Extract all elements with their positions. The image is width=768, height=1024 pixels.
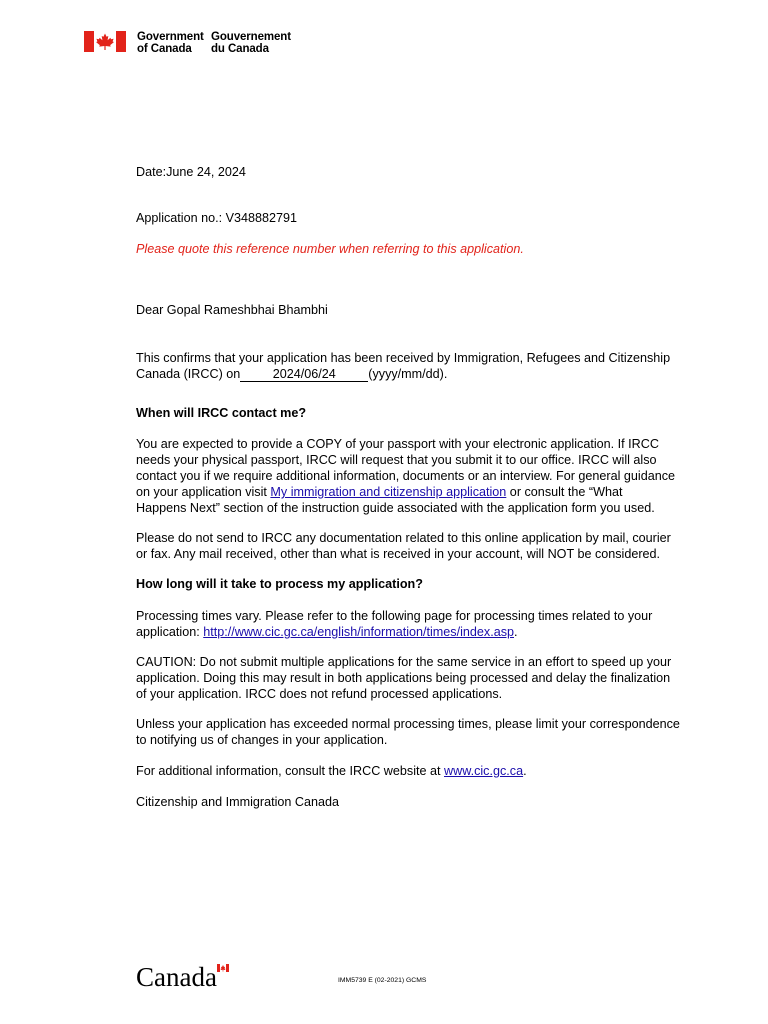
confirmation-paragraph (136, 350, 696, 382)
processing-line-2-start: application: (136, 625, 204, 639)
contact-line-1: You are expected to provide a COPY of your passport with your electronic application. If IRCC (136, 437, 659, 451)
reference-note: Please quote this reference number when referring to this application. (136, 242, 524, 256)
contact-line-4 (136, 484, 696, 500)
caution-line-3: of your application. IRCC does not refund processed applications. (136, 687, 503, 701)
contact-line-3: contact you if we require additional information, documents or an interview. For general guidance (136, 469, 676, 483)
received-date: 2024/06/24 (240, 368, 368, 382)
signature-fr-line2: du Canada (211, 43, 269, 55)
processing-line-2-end: . (514, 625, 518, 639)
section-heading-contact: When will IRCC contact me? (136, 406, 307, 420)
caution-line-1: CAUTION: Do not submit multiple applications for the same service in an effort to speed up your (136, 655, 672, 669)
wordmark-flag-icon (217, 964, 229, 972)
canada-flag-icon (84, 31, 126, 52)
contact-paragraph (136, 436, 696, 516)
confirmation-line-2-start: Canada (IRCC) on (136, 367, 241, 381)
my-application-link[interactable]: My immigration and citizenship application (270, 485, 507, 499)
form-identifier: IMM5739 E (02-2021) GCMS (338, 977, 427, 984)
signature-english (137, 31, 204, 55)
signature-french (211, 31, 291, 55)
date-format-note: (yyyy/mm/dd). (368, 367, 448, 381)
confirmation-line-2 (136, 366, 696, 382)
signature-en-line2: of Canada (137, 43, 192, 55)
caution-paragraph (136, 654, 696, 702)
letter-date: Date:June 24, 2024 (136, 165, 246, 179)
closing-line: Citizenship and Immigration Canada (136, 795, 340, 809)
documentation-paragraph (136, 530, 696, 562)
section-heading-processing: How long will it take to process my application? (136, 577, 423, 591)
canada-wordmark-text: Canada (136, 962, 217, 990)
canada-wordmark (136, 962, 232, 990)
signature-en-line1: Government (137, 31, 204, 43)
confirmation-line-1: This confirms that your application has been received by Immigration, Refugees and Citizenship (136, 351, 671, 365)
signature-fr-line1: Gouvernement (211, 31, 291, 43)
processing-line-1: Processing times vary. Please refer to the following page for processing times related to your (136, 609, 653, 623)
correspondence-line-1: Unless your application has exceeded normal processing times, please limit your correspondence (136, 717, 680, 731)
caution-line-2: application. Doing this may result in both applications being processed and delay the finalization (136, 671, 671, 685)
salutation: Dear Gopal Rameshbhai Bhambhi (136, 303, 328, 317)
contact-line-4-start: on your application visit (136, 485, 271, 499)
contact-line-4-end: or consult the “What (506, 485, 623, 499)
documentation-line-2: or fax. Any mail received, other than what is received in your account, will NOT be considered. (136, 547, 661, 561)
contact-line-5: Happens Next” section of the instruction guide associated with the application form you used. (136, 501, 655, 515)
correspondence-paragraph (136, 716, 696, 748)
additional-info-end: . (523, 764, 527, 778)
contact-line-2: needs your physical passport, IRCC will request that you submit it to our office. IRCC will also (136, 453, 657, 467)
additional-info-line (136, 763, 527, 779)
processing-times-link[interactable]: http://www.cic.gc.ca/english/information/times/index.asp (203, 625, 515, 639)
application-number: V348882791 (225, 211, 298, 225)
cic-website-link[interactable]: www.cic.gc.ca (444, 764, 524, 778)
documentation-line-1: Please do not send to IRCC any documentation related to this online application by mail, courier (136, 531, 671, 545)
application-number-label: Application no.: (136, 211, 226, 225)
additional-info-start: For additional information, consult the IRCC website at (136, 764, 444, 778)
processing-line-2 (136, 624, 696, 640)
processing-paragraph (136, 608, 696, 640)
correspondence-line-2: to notifying us of changes in your application. (136, 733, 388, 747)
application-number-line (136, 210, 297, 226)
